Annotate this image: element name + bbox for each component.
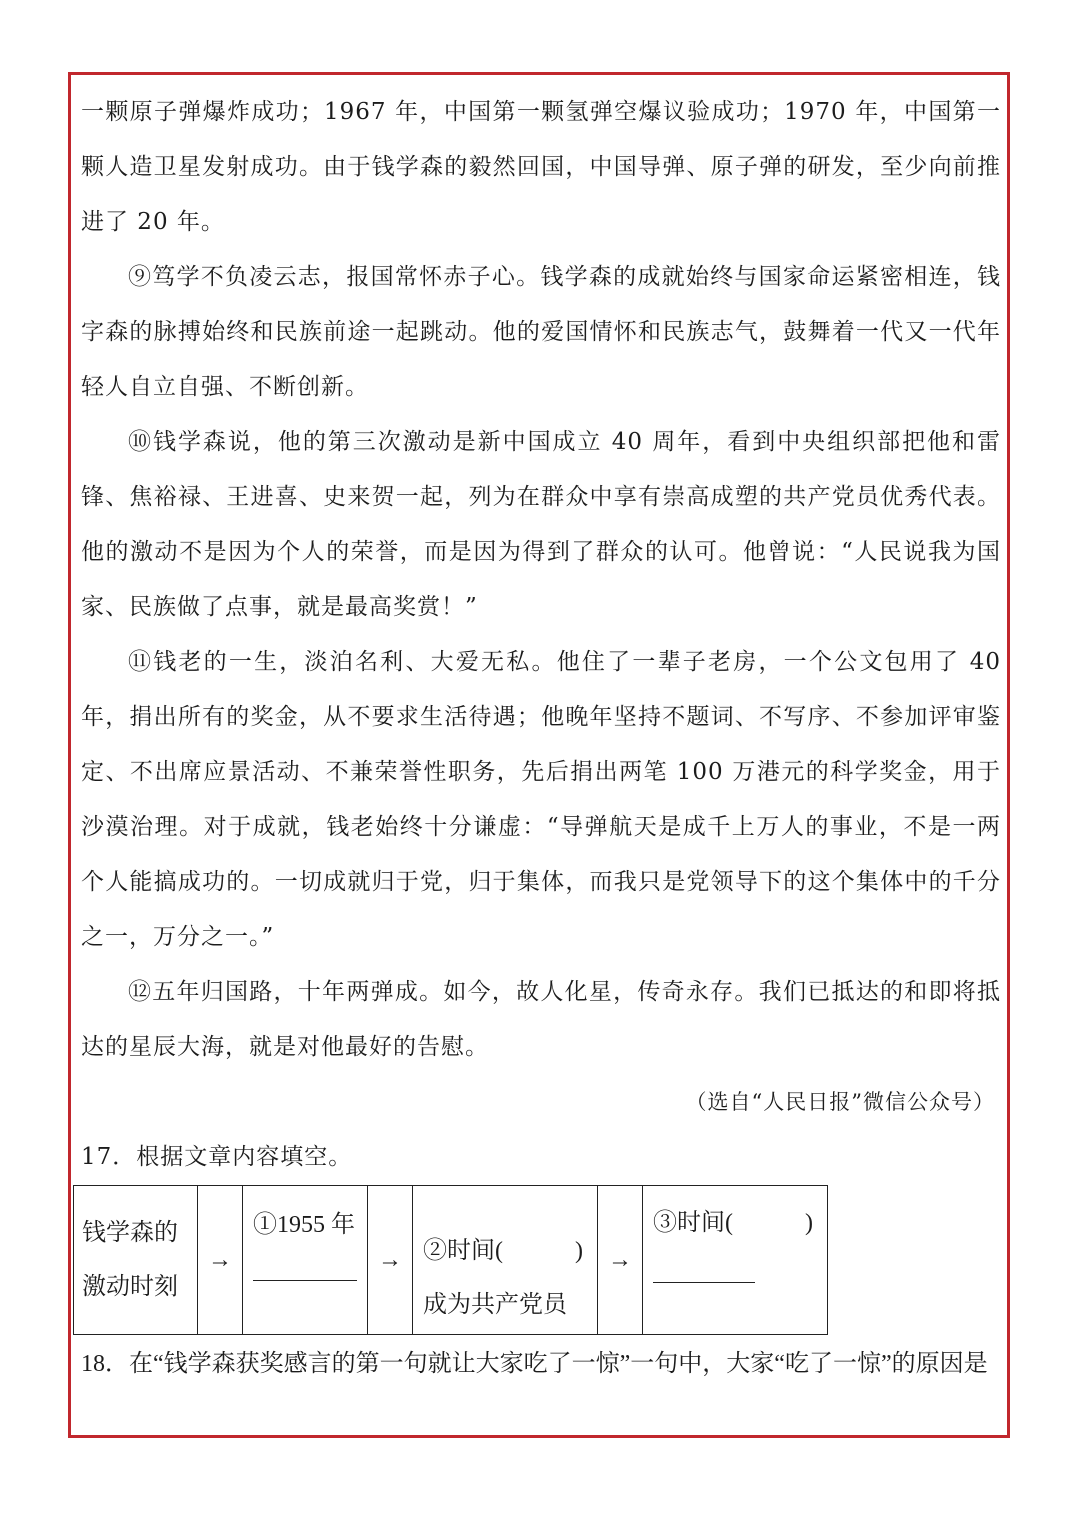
moment-2-cell [413,1186,598,1335]
moment-3-time[interactable]: ③时间( ) [653,1210,813,1236]
page-frame [68,72,1010,1438]
moment-1-blank[interactable] [253,1280,357,1281]
timeline-label-line1: 钱学森的 [82,1220,178,1246]
moment-2-text: 成为共产党员 [423,1292,567,1318]
moment-3-cell [643,1186,828,1335]
question-17-table [73,1185,828,1335]
article-source: （选自“人民日报”微信公众号） [685,1090,995,1114]
arrow-icon: → [598,1186,643,1335]
paragraph-12: ⑫五年归国路，十年两弹成。如今，故人化星，传奇永存。我们已抵达的和即将抵达的星辰大海，就是对他最好的告慰。 [81,979,1001,1060]
question-18-prompt: 18．在“钱学森获奖感言的第一句就让大家吃了一惊”一句中，大家“吃了一惊”的原因是 [81,1351,988,1377]
paragraph-10: ⑩钱学森说，他的第三次激动是新中国成立 40 周年，看到中央组织部把他和雷锋、焦裕禄、王进喜、史来贺一起，列为在群众中享有崇高成塑的共产党员优秀代表。他的激动不是因为个人的荣誉，而是因为得到了群众的认可。他曾说：“人民说我为国家、民族做了点事，就是最高奖赏！” [81,429,1001,620]
timeline-label [74,1186,198,1335]
paragraph-continued: 一颗原子弹爆炸成功；1967 年，中国第一颗氢弹空爆议验成功；1970 年，中国第一颗人造卫星发射成功。由于钱学森的毅然回国，中国导弹、原子弹的研发，至少向前推进了 20 年。 [81,99,1001,235]
article-content [81,85,1001,1393]
paragraph-11: ⑪钱老的一生，淡泊名利、大爱无私。他住了一辈子老房，一个公文包用了 40 年，捐出所有的奖金，从不要求生活待遇；他晚年坚持不题词、不写序、不参加评审鉴定、不出席应景活动、不兼荣誉性职务，先后捐出两笔 100 万港元的科学奖金，用于沙漠治理。对于成就，钱老始终十分谦虚：“导弹航天是成千上万人的事业，不是一两个人能搞成功的。一切成就归于党，归于集体，而我只是党领导下的这个集体中的千分之一，万分之一。” [81,649,1001,950]
timeline-label-line2: 激动时刻 [82,1274,178,1300]
moment-1-text: ①1955 年 [253,1212,355,1238]
paragraph-9: ⑨笃学不负凌云志，报国常怀赤子心。钱学森的成就始终与国家命运紧密相连，钱字森的脉搏始终和民族前途一起跳动。他的爱国情怀和民族志气，鼓舞着一代又一代年轻人自立自强、不断创新。 [81,264,1001,400]
arrow-icon: → [198,1186,243,1335]
arrow-icon: → [368,1186,413,1335]
moment-1-cell [243,1186,368,1335]
moment-2-time[interactable]: ②时间( ) [423,1238,583,1264]
question-17-prompt: 17．根据文章内容填空。 [81,1144,353,1170]
moment-3-blank[interactable] [653,1282,755,1283]
